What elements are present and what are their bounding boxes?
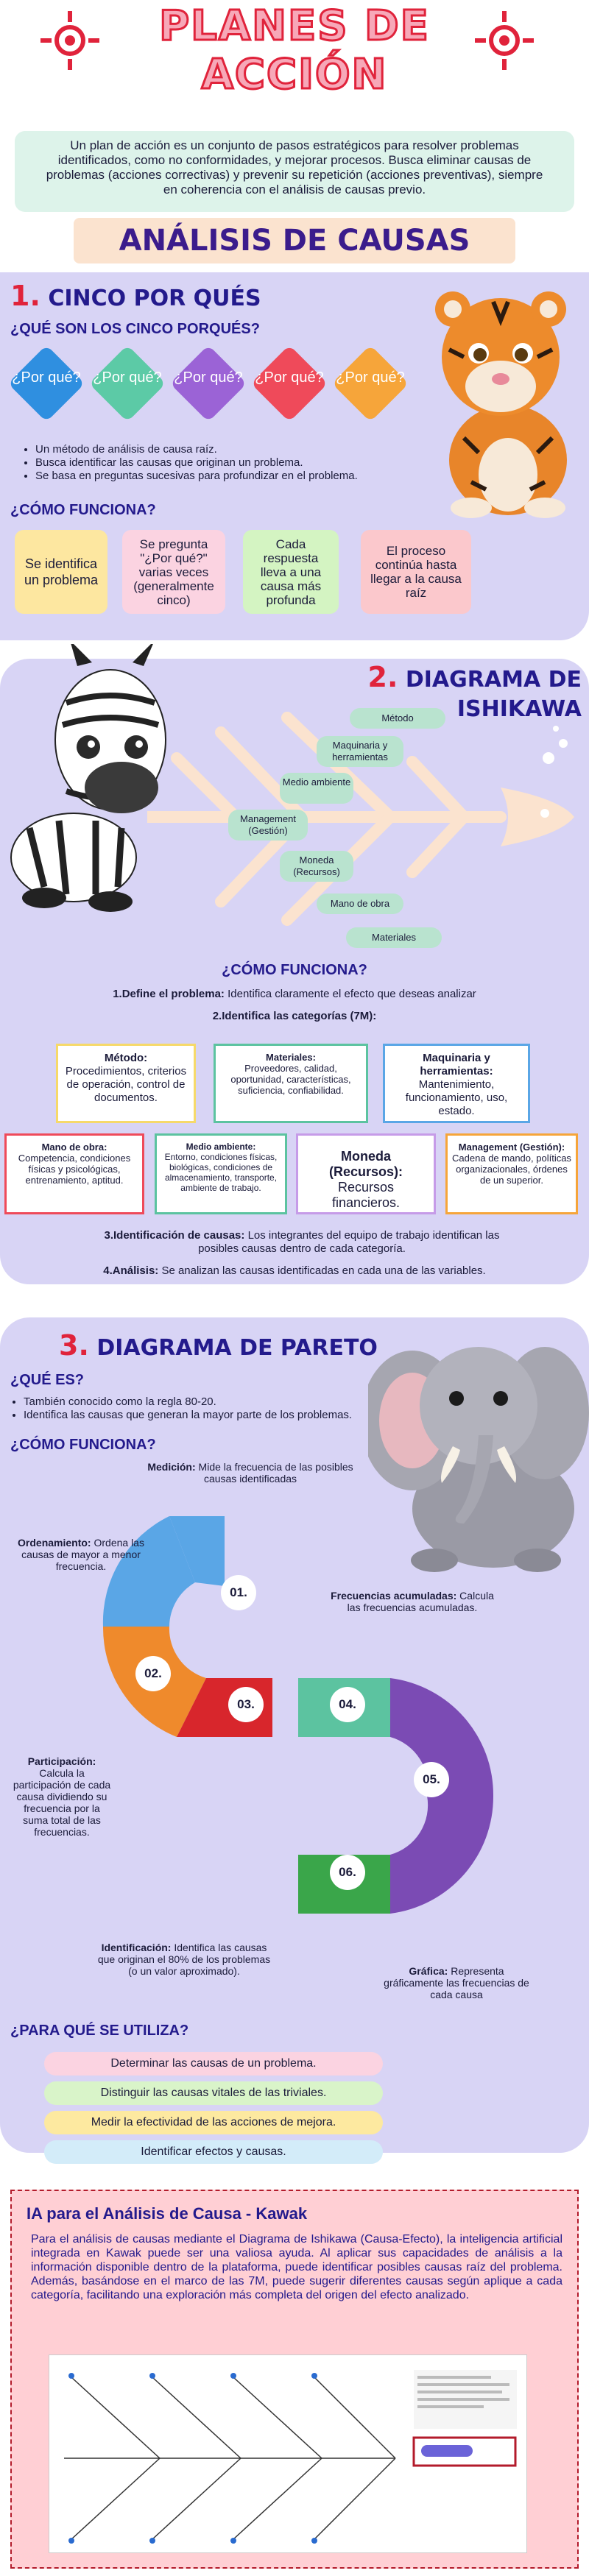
list-item: • Identifica las causas que generan la mayor parte de los problemas. (24, 1409, 364, 1422)
intro-text: Un plan de acción es un conjunto de pasos estratégicos para resolver problemas identificados, como no conformidades, y mejorar procesos. Busca eliminar causas de problemas (acciones correctivas) y prevenir su repetición (acciones preventivas), siempre en coherencia con el análisis de causas previo. (46, 138, 543, 197)
cinco-title (10, 280, 261, 312)
use-item-3: Medir la efectividad de las acciones de mejora. (44, 2111, 383, 2134)
pareto-bullets (10, 1395, 364, 1422)
kawak-screenshot (49, 2354, 527, 2553)
pareto-step-participacion (10, 1755, 113, 1838)
list-item: • Se basa en preguntas sucesivas para profundizar en el problema. (35, 470, 434, 483)
why-diamond-5 (334, 347, 406, 420)
ishikawa-step2: 2.Identifica las categorías (7M): (212, 1010, 377, 1022)
pareto-uses-title: ¿PARA QUÉ SE UTILIZA? (10, 2023, 189, 2039)
pareto-num-02: 02. (135, 1656, 171, 1691)
bone-moneda: Moneda (Recursos) (280, 851, 353, 882)
ishikawa-step3 (96, 1229, 508, 1256)
pareto-how: ¿CÓMO FUNCIONA? (10, 1437, 156, 1453)
cinco-title-text: CINCO POR QUÉS (48, 286, 261, 311)
cinco-bullets (22, 443, 434, 483)
step-title: Gráfica: (409, 1965, 448, 1977)
pareto-num-04: 04. (330, 1687, 365, 1722)
category-medio-ambiente (155, 1133, 287, 1214)
pareto-what: ¿QUÉ ES? (10, 1372, 85, 1388)
pareto-step-grafica (383, 1965, 530, 2000)
step-title: Medición: (147, 1461, 196, 1473)
cinco-card-2: Se pregunta "¿Por qué?" varias veces (generalmente cinco) (122, 530, 225, 614)
page-title-line2: ACCIÓN (201, 51, 388, 99)
category-text: Proveedores, calidad, oportunidad, características, suficiencia, confiabilidad. (230, 1063, 351, 1096)
category-title: Moneda (Recursos): (328, 1149, 403, 1179)
step-title: Frecuencias acumuladas: (331, 1590, 457, 1602)
step3-title: 3.Identificación de causas: (104, 1229, 245, 1242)
bone-mano-obra: Mano de obra (317, 894, 403, 914)
category-materiales (214, 1044, 368, 1123)
category-mano-obra (4, 1133, 144, 1214)
pareto-s-diagram (96, 1501, 508, 1958)
cinco-how: ¿CÓMO FUNCIONA? (10, 502, 156, 518)
ishikawa-number: 2. (367, 661, 398, 693)
step-title: Ordenamiento: (18, 1537, 91, 1549)
tiger-illustration (420, 276, 582, 519)
why-label: ¿Por qué? (255, 369, 324, 386)
bone-management: Management (Gestión) (228, 810, 308, 841)
category-text: Mantenimiento, funcionamiento, uso, estado. (405, 1078, 508, 1117)
section-title: ANÁLISIS DE CAUSAS (119, 224, 470, 258)
step-title: Participación: (27, 1755, 96, 1767)
category-text: Recursos financieros. (331, 1180, 401, 1210)
cinco-question: ¿QUÉ SON LOS CINCO PORQUÉS? (10, 321, 260, 337)
why-label: ¿Por qué? (174, 369, 243, 386)
use-item-4: Identificar efectos y causas. (44, 2140, 383, 2164)
ishikawa-how: ¿CÓMO FUNCIONA? (222, 962, 367, 978)
pareto-step-acumuladas (324, 1590, 501, 1613)
pareto-num-05: 05. (414, 1762, 449, 1797)
why-diamond-2 (91, 347, 163, 420)
step3-text: Los integrantes del equipo de trabajo identifican las posibles causas dentro de cada categoría. (198, 1229, 500, 1255)
ishikawa-title-text: DIAGRAMA DE ISHIKAWA (405, 667, 582, 722)
category-title: Materiales: (266, 1052, 316, 1063)
use-item-1: Determinar las causas de un problema. (44, 2052, 383, 2076)
category-title: Management (Gestión): (458, 1142, 565, 1153)
category-text: Cadena de mando, políticas organizacionales, órdenes de un superior. (452, 1153, 571, 1186)
section-title-banner (74, 218, 515, 263)
why-label: ¿Por qué? (12, 369, 81, 386)
step-text: Mide la frecuencia de las posibles causas identificadas (195, 1461, 353, 1485)
step4-text: Se analizan las causas identificadas en cada una de las variables. (158, 1264, 486, 1277)
pareto-title-text: DIAGRAMA DE PARETO (96, 1335, 378, 1361)
page-title-line1: PLANES DE (159, 2, 430, 50)
deco-star-left (37, 7, 103, 74)
pareto-step-identificacion (96, 1942, 272, 1977)
step-text: Calcula las frecuencias acumuladas. (347, 1590, 494, 1613)
step4-title: 4.Análisis: (103, 1264, 159, 1277)
category-title: Método: (104, 1052, 148, 1064)
category-title: Medio ambiente: (186, 1142, 256, 1152)
kawak-section (10, 2190, 579, 2569)
category-title: Maquinaria y herramientas: (420, 1052, 493, 1078)
pareto-num-06: 06. (330, 1855, 365, 1890)
cinco-card-3: Cada respuesta lleva a una causa más profunda (243, 530, 339, 614)
category-management (445, 1133, 578, 1214)
why-diamond-3 (172, 347, 244, 420)
category-text: Entorno, condiciones físicas, biológicas, condiciones de almacenamiento, transporte, ambiente de trabajo. (164, 1152, 278, 1193)
pareto-number: 3. (59, 1329, 89, 1362)
why-diamond-4 (253, 347, 325, 420)
cinco-card-1: Se identifica un problema (15, 530, 107, 614)
bone-medio-ambiente: Medio ambiente (280, 773, 353, 804)
pareto-num-03: 03. (228, 1687, 264, 1722)
why-label: ¿Por qué? (93, 369, 162, 386)
category-text: Competencia, condiciones físicas y psicológicas, entrenamiento, aptitud. (18, 1153, 131, 1186)
bone-metodo: Método (350, 708, 445, 729)
pareto-step-medicion (147, 1461, 353, 1485)
pareto-title (59, 1331, 378, 1363)
deco-star-right (471, 7, 537, 74)
category-maquinaria (383, 1044, 530, 1123)
cinco-number: 1. (10, 280, 40, 312)
cinco-card-4: El proceso continúa hasta llegar a la causa raíz (361, 530, 471, 614)
category-metodo (56, 1044, 196, 1123)
category-moneda (296, 1133, 436, 1214)
step-text: Representa gráficamente las frecuencias de cada causa (384, 1965, 529, 2000)
step-text: Ordena las causas de mayor a menor frecuencia. (21, 1537, 144, 1572)
list-item: • Busca identificar las causas que originan un problema. (35, 456, 434, 470)
step1-text: Identifica claramente el efecto que deseas analizar (224, 988, 476, 1000)
step-title: Identificación: (101, 1942, 172, 1953)
bone-materiales: Materiales (346, 927, 442, 948)
category-text: Procedimientos, criterios de operación, control de documentos. (65, 1065, 187, 1104)
kawak-title: IA para el Análisis de Causa - Kawak (27, 2204, 308, 2223)
step-text: Calcula la participación de cada causa dividiendo su frecuencia por la suma total de las frecuencias. (13, 1767, 111, 1838)
kawak-text: Para el análisis de causas mediante el Diagrama de Ishikawa (Causa-Efecto), la inteligencia artificial integrada en Kawak puede ser una valiosa ayuda. Al aplicar sus capacidades de análisis a la información disponible dentro de la plataforma, puede identificar posibles causas raíz del problema. Además, basándose en el marco de las 7M, puede sugerir diferentes causas según aplique a cada categoría, facilitando una exploración más completa del origen del efecto analizado. (31, 2233, 562, 2301)
why-diamond-1 (10, 347, 82, 420)
category-title: Mano de obra: (41, 1142, 107, 1153)
step1-title: 1.Define el problema: (113, 988, 225, 1000)
bone-maquinaria: Maquinaria y herramientas (317, 736, 403, 767)
ishikawa-step4 (0, 1264, 589, 1277)
ishikawa-step1 (0, 988, 589, 1000)
why-label: ¿Por qué? (336, 369, 405, 386)
intro-box (15, 131, 574, 212)
list-item: • También conocido como la regla 80-20. (24, 1395, 364, 1409)
use-item-2: Distinguir las causas vitales de las triviales. (44, 2081, 383, 2105)
step-text: Identifica las causas que originan el 80% de los problemas (o un valor aproximado). (97, 1942, 271, 1977)
list-item: • Un método de análisis de causa raíz. (35, 443, 434, 456)
pareto-num-01: 01. (221, 1575, 256, 1610)
pareto-step-ordenamiento (15, 1537, 147, 1572)
